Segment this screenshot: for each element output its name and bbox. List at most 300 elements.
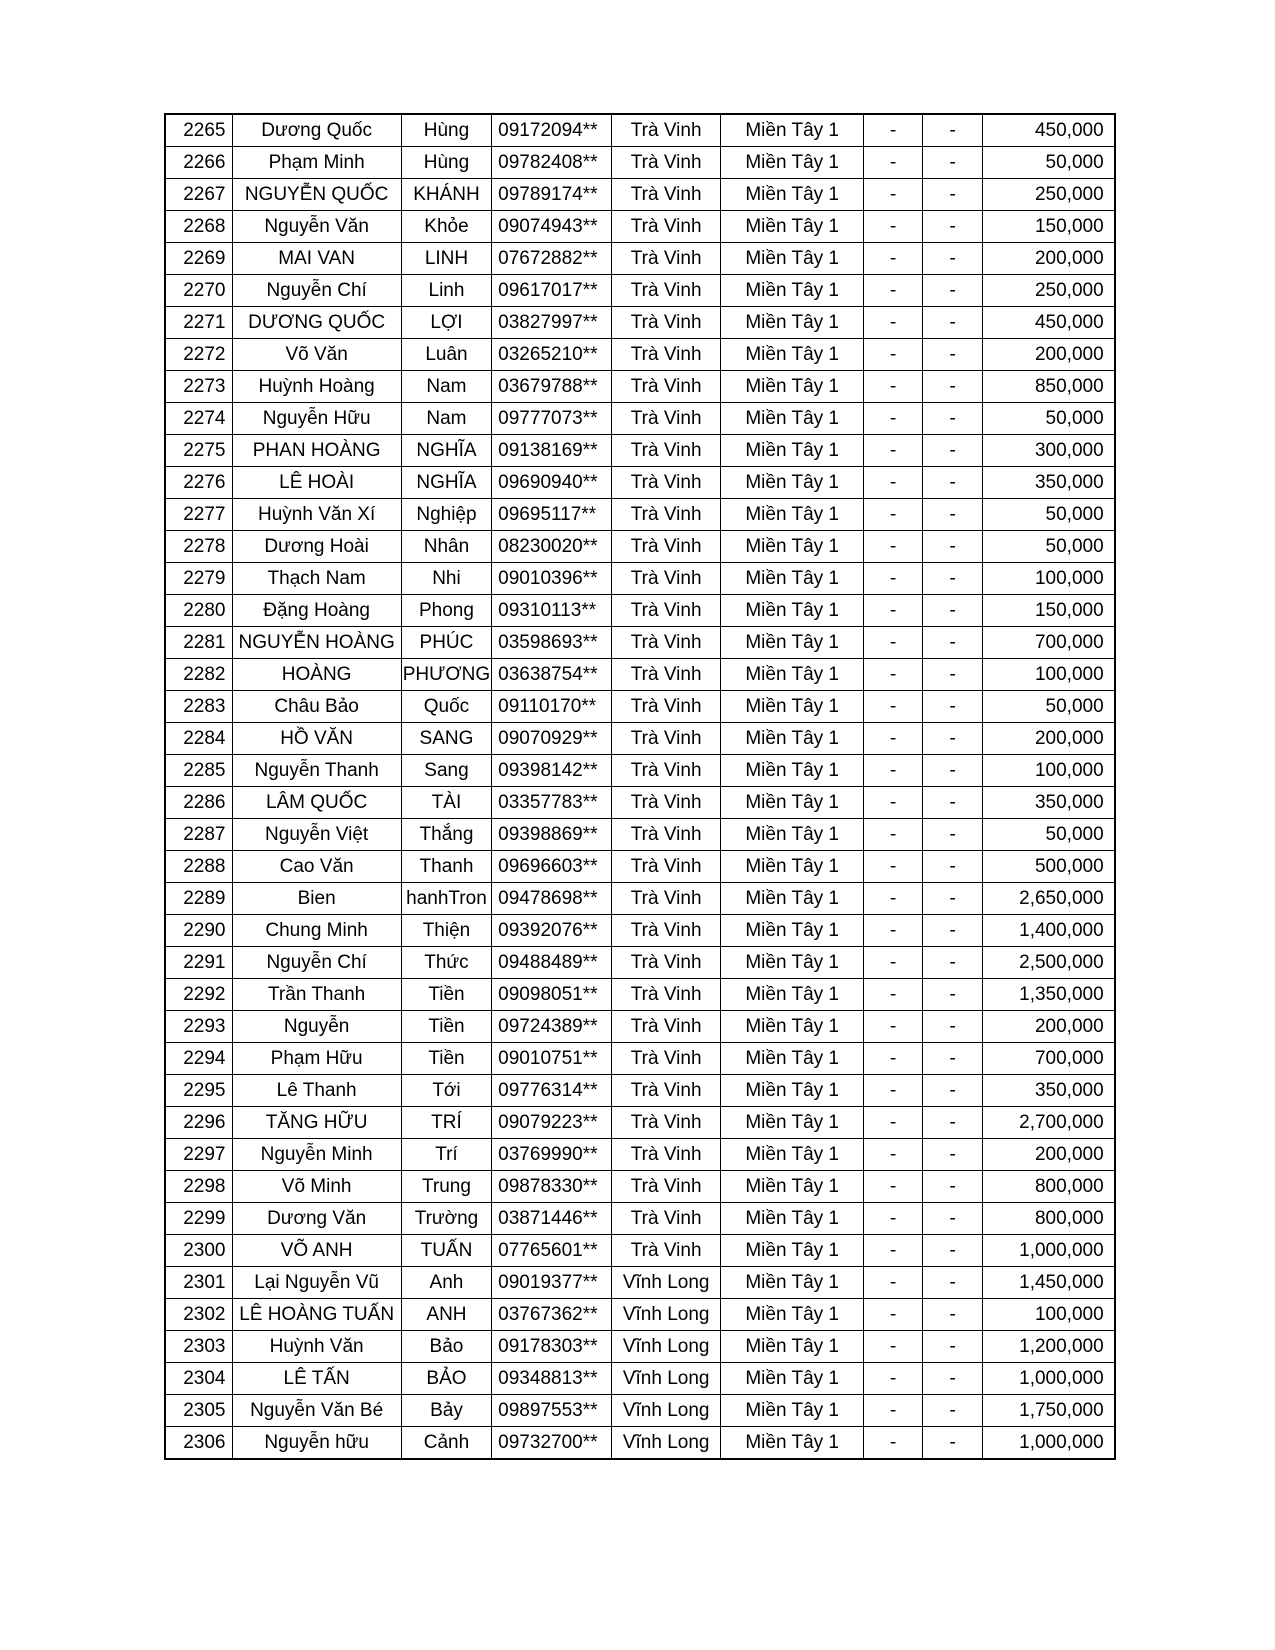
amount: 200,000	[983, 1139, 1115, 1171]
dash-cell: -	[923, 627, 983, 659]
row-number: 2270	[165, 275, 232, 307]
region: Miền Tây 1	[721, 979, 864, 1011]
dash-cell: -	[923, 467, 983, 499]
province: Trà Vinh	[612, 947, 721, 979]
dash-cell: -	[864, 211, 923, 243]
table-body	[165, 114, 1115, 1459]
region: Miền Tây 1	[721, 1139, 864, 1171]
province: Trà Vinh	[612, 371, 721, 403]
dash-cell: -	[864, 371, 923, 403]
dash-cell: -	[864, 179, 923, 211]
dash-cell: -	[923, 1331, 983, 1363]
row-number: 2273	[165, 371, 232, 403]
dash-cell: -	[923, 1043, 983, 1075]
dash-cell: -	[864, 979, 923, 1011]
dash-cell: -	[923, 595, 983, 627]
row-number: 2285	[165, 755, 232, 787]
dash-cell: -	[864, 947, 923, 979]
region: Miền Tây 1	[721, 1299, 864, 1331]
dash-cell: -	[923, 1139, 983, 1171]
phone-number: 03357783**	[492, 787, 612, 819]
row-number: 2272	[165, 339, 232, 371]
phone-number: 09070929**	[492, 723, 612, 755]
province: Vĩnh Long	[612, 1427, 721, 1460]
dash-cell: -	[864, 1395, 923, 1427]
amount: 450,000	[983, 114, 1115, 147]
row-number: 2291	[165, 947, 232, 979]
province: Trà Vinh	[612, 499, 721, 531]
province: Trà Vinh	[612, 851, 721, 883]
table-row	[165, 275, 1115, 307]
amount: 500,000	[983, 851, 1115, 883]
family-name: Nguyễn Chí	[232, 947, 401, 979]
winners-table	[164, 113, 1116, 1460]
dash-cell: -	[864, 755, 923, 787]
table-row	[165, 691, 1115, 723]
dash-cell: -	[923, 755, 983, 787]
region: Miền Tây 1	[721, 1011, 864, 1043]
given-name: LỢI	[401, 307, 491, 339]
phone-number: 07765601**	[492, 1235, 612, 1267]
amount: 1,350,000	[983, 979, 1115, 1011]
region: Miền Tây 1	[721, 1075, 864, 1107]
given-name: Phong	[401, 595, 491, 627]
table-row	[165, 563, 1115, 595]
given-name: BẢO	[401, 1363, 491, 1395]
dash-cell: -	[864, 851, 923, 883]
region: Miền Tây 1	[721, 114, 864, 147]
table-row	[165, 243, 1115, 275]
dash-cell: -	[923, 1427, 983, 1460]
dash-cell: -	[864, 1299, 923, 1331]
dash-cell: -	[864, 1235, 923, 1267]
province: Trà Vinh	[612, 1075, 721, 1107]
table-row	[165, 1203, 1115, 1235]
phone-number: 09010751**	[492, 1043, 612, 1075]
province: Trà Vinh	[612, 531, 721, 563]
amount: 350,000	[983, 1075, 1115, 1107]
amount: 350,000	[983, 467, 1115, 499]
phone-number: 09138169**	[492, 435, 612, 467]
dash-cell: -	[864, 1107, 923, 1139]
region: Miền Tây 1	[721, 179, 864, 211]
phone-number: 09172094**	[492, 114, 612, 147]
province: Trà Vinh	[612, 1011, 721, 1043]
region: Miền Tây 1	[721, 307, 864, 339]
row-number: 2294	[165, 1043, 232, 1075]
given-name: Trung	[401, 1171, 491, 1203]
region: Miền Tây 1	[721, 531, 864, 563]
family-name: Nguyễn Thanh	[232, 755, 401, 787]
family-name: Huỳnh Văn	[232, 1331, 401, 1363]
phone-number: 03767362**	[492, 1299, 612, 1331]
region: Miền Tây 1	[721, 819, 864, 851]
phone-number: 09398142**	[492, 755, 612, 787]
given-name: TRÍ	[401, 1107, 491, 1139]
family-name: Đặng Hoàng	[232, 595, 401, 627]
given-name: LINH	[401, 243, 491, 275]
given-name: Khỏe	[401, 211, 491, 243]
dash-cell: -	[923, 947, 983, 979]
given-name: Nhi	[401, 563, 491, 595]
region: Miền Tây 1	[721, 211, 864, 243]
family-name: Nguyễn	[232, 1011, 401, 1043]
region: Miền Tây 1	[721, 1427, 864, 1460]
region: Miền Tây 1	[721, 371, 864, 403]
phone-number: 09074943**	[492, 211, 612, 243]
given-name: Tiền	[401, 979, 491, 1011]
table-row	[165, 147, 1115, 179]
province: Vĩnh Long	[612, 1395, 721, 1427]
province: Trà Vinh	[612, 275, 721, 307]
region: Miền Tây 1	[721, 1331, 864, 1363]
region: Miền Tây 1	[721, 659, 864, 691]
row-number: 2265	[165, 114, 232, 147]
amount: 300,000	[983, 435, 1115, 467]
dash-cell: -	[923, 499, 983, 531]
dash-cell: -	[864, 915, 923, 947]
amount: 850,000	[983, 371, 1115, 403]
given-name: Bảo	[401, 1331, 491, 1363]
dash-cell: -	[923, 1171, 983, 1203]
given-name: Hùng	[401, 114, 491, 147]
family-name: Võ Văn	[232, 339, 401, 371]
phone-number: 09110170**	[492, 691, 612, 723]
family-name: TĂNG HỮU	[232, 1107, 401, 1139]
amount: 800,000	[983, 1171, 1115, 1203]
row-number: 2266	[165, 147, 232, 179]
table-row	[165, 179, 1115, 211]
given-name: SANG	[401, 723, 491, 755]
dash-cell: -	[864, 1363, 923, 1395]
row-number: 2284	[165, 723, 232, 755]
dash-cell: -	[923, 1011, 983, 1043]
given-name: Tới	[401, 1075, 491, 1107]
province: Trà Vinh	[612, 1139, 721, 1171]
family-name: Huỳnh Văn Xí	[232, 499, 401, 531]
region: Miền Tây 1	[721, 403, 864, 435]
dash-cell: -	[864, 339, 923, 371]
given-name: Thiện	[401, 915, 491, 947]
province: Trà Vinh	[612, 1203, 721, 1235]
family-name: Võ Minh	[232, 1171, 401, 1203]
phone-number: 03769990**	[492, 1139, 612, 1171]
dash-cell: -	[864, 627, 923, 659]
region: Miền Tây 1	[721, 499, 864, 531]
family-name: LÊ HOÀI	[232, 467, 401, 499]
province: Trà Vinh	[612, 114, 721, 147]
family-name: Nguyễn Minh	[232, 1139, 401, 1171]
row-number: 2298	[165, 1171, 232, 1203]
table-row	[165, 787, 1115, 819]
amount: 350,000	[983, 787, 1115, 819]
province: Trà Vinh	[612, 755, 721, 787]
family-name: LÂM QUỐC	[232, 787, 401, 819]
dash-cell: -	[864, 723, 923, 755]
table-row	[165, 499, 1115, 531]
province: Trà Vinh	[612, 1171, 721, 1203]
phone-number: 09488489**	[492, 947, 612, 979]
family-name: LÊ TẤN	[232, 1363, 401, 1395]
region: Miền Tây 1	[721, 339, 864, 371]
dash-cell: -	[864, 499, 923, 531]
region: Miền Tây 1	[721, 915, 864, 947]
dash-cell: -	[864, 691, 923, 723]
family-name: Bien	[232, 883, 401, 915]
row-number: 2283	[165, 691, 232, 723]
row-number: 2305	[165, 1395, 232, 1427]
table-row	[165, 883, 1115, 915]
family-name: Châu Bảo	[232, 691, 401, 723]
province: Trà Vinh	[612, 659, 721, 691]
row-number: 2300	[165, 1235, 232, 1267]
phone-number: 09392076**	[492, 915, 612, 947]
given-name: Anh	[401, 1267, 491, 1299]
given-name: Quốc	[401, 691, 491, 723]
dash-cell: -	[923, 915, 983, 947]
dash-cell: -	[923, 275, 983, 307]
amount: 50,000	[983, 531, 1115, 563]
row-number: 2286	[165, 787, 232, 819]
amount: 150,000	[983, 211, 1115, 243]
dash-cell: -	[923, 403, 983, 435]
dash-cell: -	[864, 275, 923, 307]
amount: 800,000	[983, 1203, 1115, 1235]
dash-cell: -	[923, 851, 983, 883]
row-number: 2279	[165, 563, 232, 595]
table-row	[165, 595, 1115, 627]
phone-number: 09695117**	[492, 499, 612, 531]
amount: 100,000	[983, 563, 1115, 595]
amount: 250,000	[983, 275, 1115, 307]
region: Miền Tây 1	[721, 723, 864, 755]
region: Miền Tây 1	[721, 467, 864, 499]
region: Miền Tây 1	[721, 595, 864, 627]
amount: 50,000	[983, 147, 1115, 179]
given-name: Nhân	[401, 531, 491, 563]
row-number: 2297	[165, 1139, 232, 1171]
region: Miền Tây 1	[721, 1395, 864, 1427]
dash-cell: -	[864, 819, 923, 851]
dash-cell: -	[864, 1267, 923, 1299]
region: Miền Tây 1	[721, 147, 864, 179]
phone-number: 09079223**	[492, 1107, 612, 1139]
row-number: 2288	[165, 851, 232, 883]
given-name: TÀI	[401, 787, 491, 819]
region: Miền Tây 1	[721, 627, 864, 659]
table-row	[165, 979, 1115, 1011]
row-number: 2280	[165, 595, 232, 627]
region: Miền Tây 1	[721, 1203, 864, 1235]
province: Vĩnh Long	[612, 1267, 721, 1299]
given-name: Bảy	[401, 1395, 491, 1427]
dash-cell: -	[923, 1075, 983, 1107]
province: Trà Vinh	[612, 691, 721, 723]
province: Trà Vinh	[612, 467, 721, 499]
province: Trà Vinh	[612, 435, 721, 467]
region: Miền Tây 1	[721, 1267, 864, 1299]
family-name: Huỳnh Hoàng	[232, 371, 401, 403]
phone-number: 09690940**	[492, 467, 612, 499]
phone-number: 09724389**	[492, 1011, 612, 1043]
dash-cell: -	[923, 179, 983, 211]
family-name: Nguyễn hữu	[232, 1427, 401, 1460]
table-row	[165, 947, 1115, 979]
family-name: Dương Quốc	[232, 114, 401, 147]
province: Trà Vinh	[612, 1107, 721, 1139]
row-number: 2295	[165, 1075, 232, 1107]
phone-number: 09696603**	[492, 851, 612, 883]
row-number: 2293	[165, 1011, 232, 1043]
dash-cell: -	[864, 307, 923, 339]
given-name: Cảnh	[401, 1427, 491, 1460]
phone-number: 09782408**	[492, 147, 612, 179]
province: Vĩnh Long	[612, 1331, 721, 1363]
province: Trà Vinh	[612, 595, 721, 627]
table-row	[165, 339, 1115, 371]
dash-cell: -	[864, 1011, 923, 1043]
region: Miền Tây 1	[721, 563, 864, 595]
province: Trà Vinh	[612, 723, 721, 755]
region: Miền Tây 1	[721, 435, 864, 467]
given-name: Tiền	[401, 1043, 491, 1075]
phone-number: 09897553**	[492, 1395, 612, 1427]
amount: 200,000	[983, 243, 1115, 275]
dash-cell: -	[923, 563, 983, 595]
dash-cell: -	[923, 307, 983, 339]
given-name: Luân	[401, 339, 491, 371]
table-row	[165, 659, 1115, 691]
region: Miền Tây 1	[721, 1043, 864, 1075]
dash-cell: -	[923, 819, 983, 851]
phone-number: 03679788**	[492, 371, 612, 403]
region: Miền Tây 1	[721, 691, 864, 723]
province: Trà Vinh	[612, 627, 721, 659]
province: Trà Vinh	[612, 1043, 721, 1075]
dash-cell: -	[923, 979, 983, 1011]
dash-cell: -	[923, 114, 983, 147]
family-name: Nguyễn Hữu	[232, 403, 401, 435]
given-name: hanhTron	[401, 883, 491, 915]
family-name: HOÀNG	[232, 659, 401, 691]
table-row	[165, 1139, 1115, 1171]
phone-number: 03827997**	[492, 307, 612, 339]
phone-number: 09777073**	[492, 403, 612, 435]
dash-cell: -	[923, 659, 983, 691]
province: Trà Vinh	[612, 147, 721, 179]
dash-cell: -	[864, 1203, 923, 1235]
table-row	[165, 1395, 1115, 1427]
table-row	[165, 435, 1115, 467]
region: Miền Tây 1	[721, 947, 864, 979]
province: Vĩnh Long	[612, 1299, 721, 1331]
given-name: KHÁNH	[401, 179, 491, 211]
given-name: Sang	[401, 755, 491, 787]
dash-cell: -	[923, 1395, 983, 1427]
table-row	[165, 723, 1115, 755]
row-number: 2302	[165, 1299, 232, 1331]
region: Miền Tây 1	[721, 243, 864, 275]
region: Miền Tây 1	[721, 275, 864, 307]
amount: 100,000	[983, 755, 1115, 787]
dash-cell: -	[923, 435, 983, 467]
given-name: Thanh	[401, 851, 491, 883]
province: Vĩnh Long	[612, 1363, 721, 1395]
dash-cell: -	[923, 1203, 983, 1235]
row-number: 2271	[165, 307, 232, 339]
table-row	[165, 627, 1115, 659]
row-number: 2278	[165, 531, 232, 563]
table-row	[165, 307, 1115, 339]
dash-cell: -	[864, 1043, 923, 1075]
dash-cell: -	[864, 659, 923, 691]
dash-cell: -	[864, 403, 923, 435]
phone-number: 09010396**	[492, 563, 612, 595]
phone-number: 09732700**	[492, 1427, 612, 1460]
given-name: Linh	[401, 275, 491, 307]
dash-cell: -	[923, 787, 983, 819]
province: Trà Vinh	[612, 307, 721, 339]
dash-cell: -	[864, 1427, 923, 1460]
amount: 250,000	[983, 179, 1115, 211]
row-number: 2281	[165, 627, 232, 659]
family-name: Thạch Nam	[232, 563, 401, 595]
row-number: 2275	[165, 435, 232, 467]
family-name: Phạm Minh	[232, 147, 401, 179]
dash-cell: -	[923, 531, 983, 563]
given-name: ANH	[401, 1299, 491, 1331]
row-number: 2269	[165, 243, 232, 275]
dash-cell: -	[864, 435, 923, 467]
region: Miền Tây 1	[721, 755, 864, 787]
phone-number: 09478698**	[492, 883, 612, 915]
province: Trà Vinh	[612, 979, 721, 1011]
phone-number: 09398869**	[492, 819, 612, 851]
dash-cell: -	[864, 787, 923, 819]
given-name: Trí	[401, 1139, 491, 1171]
given-name: PHƯƠNG	[401, 659, 491, 691]
table-row	[165, 1331, 1115, 1363]
table-row	[165, 851, 1115, 883]
amount: 450,000	[983, 307, 1115, 339]
family-name: Cao Văn	[232, 851, 401, 883]
amount: 1,450,000	[983, 1267, 1115, 1299]
province: Trà Vinh	[612, 403, 721, 435]
phone-number: 08230020**	[492, 531, 612, 563]
dash-cell: -	[864, 563, 923, 595]
dash-cell: -	[864, 595, 923, 627]
family-name: Lê Thanh	[232, 1075, 401, 1107]
row-number: 2306	[165, 1427, 232, 1460]
province: Trà Vinh	[612, 339, 721, 371]
dash-cell: -	[923, 1267, 983, 1299]
province: Trà Vinh	[612, 179, 721, 211]
family-name: Lại Nguyễn Vũ	[232, 1267, 401, 1299]
table-row	[165, 1075, 1115, 1107]
dash-cell: -	[864, 114, 923, 147]
row-number: 2267	[165, 179, 232, 211]
phone-number: 09789174**	[492, 179, 612, 211]
given-name: Nam	[401, 403, 491, 435]
dash-cell: -	[923, 1299, 983, 1331]
phone-number: 03638754**	[492, 659, 612, 691]
row-number: 2268	[165, 211, 232, 243]
region: Miền Tây 1	[721, 1171, 864, 1203]
family-name: MAI VAN	[232, 243, 401, 275]
amount: 2,500,000	[983, 947, 1115, 979]
province: Trà Vinh	[612, 787, 721, 819]
amount: 100,000	[983, 659, 1115, 691]
